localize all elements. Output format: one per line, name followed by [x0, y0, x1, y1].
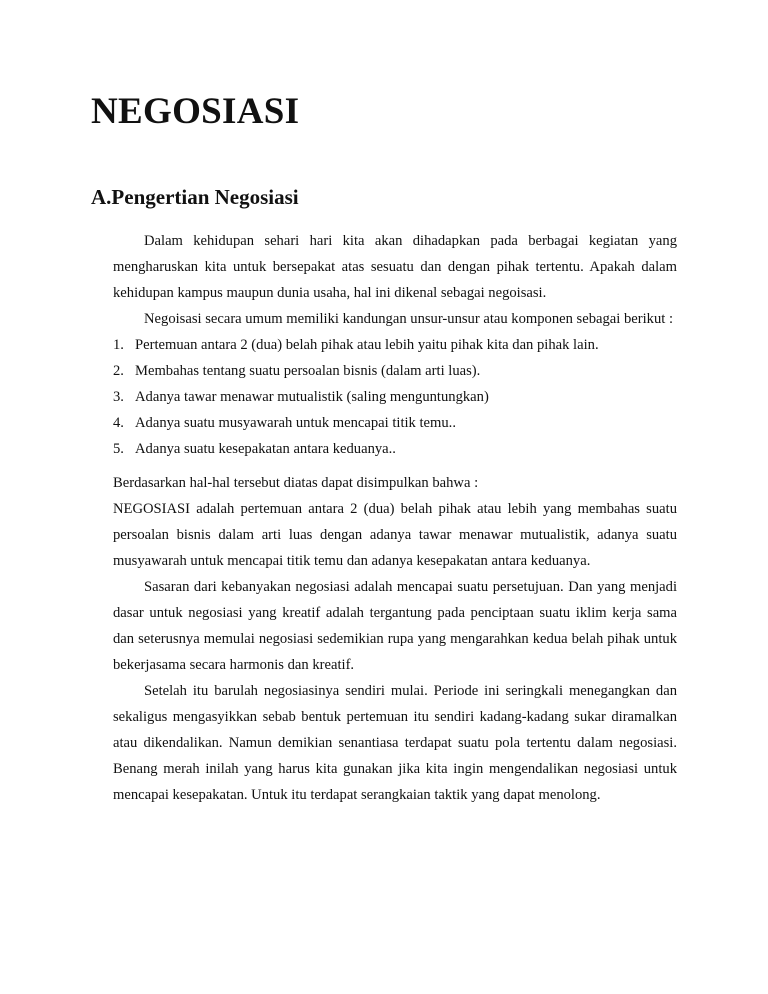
- list-item: [113, 332, 677, 358]
- section-heading: A.Pengertian Negosiasi: [91, 185, 299, 209]
- list-item-number: 2.: [113, 363, 124, 379]
- list-item-text: Adanya suatu musyawarah untuk mencapai titik temu..: [135, 415, 456, 431]
- list-item: [113, 384, 677, 410]
- conclusion-intro: Berdasarkan hal-hal tersebut diatas dapat disimpulkan bahwa :: [113, 475, 479, 491]
- list-item: [113, 436, 677, 462]
- document-body: [113, 228, 677, 808]
- list-item: [113, 358, 677, 384]
- paragraph-intro: Dalam kehidupan sehari hari kita akan dihadapkan pada berbagai kegiatan yang mengharuskan kita untuk bersepakat atas sesuatu dan dengan pihak tertentu. Apakah dalam kehidupan kampus maupun dunia usaha, hal ini dikenal sebagai negoisasi.: [113, 233, 677, 301]
- list-item-number: 1.: [113, 337, 124, 353]
- list-item-text: Pertemuan antara 2 (dua) belah pihak atau lebih yaitu pihak kita dan pihak lain.: [135, 337, 599, 353]
- paragraph-components: Negoisasi secara umum memiliki kandungan unsur-unsur atau komponen sebagai berikut :: [144, 311, 674, 327]
- page-title: NEGOSIASI: [91, 91, 300, 132]
- list-item-number: 4.: [113, 415, 124, 431]
- component-list: [113, 332, 677, 462]
- list-item: [113, 410, 677, 436]
- definition-paragraph: NEGOSIASI adalah pertemuan antara 2 (dua) belah pihak atau lebih yang membahas suatu persoalan bisnis dalam arti luas dengan adanya tawar menawar mutualistik, adanya suatu musyawarah untuk mencapai titik temu dan adanya kesepakatan antara keduanya.: [113, 501, 677, 569]
- paragraph-process: Setelah itu barulah negosiasinya sendiri mulai. Periode ini seringkali menegangkan dan sekaligus mengasyikkan sebab bentuk pertemuan itu sendiri kadang-kadang sukar diramalkan atau dikendalikan. Namun demikian senantiasa terdapat suatu pola tertentu dalam negosiasi. Benang merah inilah yang harus kita gunakan jika kita ingin mengendalikan negosiasi untuk mencapai kesepakatan. Untuk itu terdapat serangkaian taktik yang dapat menolong.: [113, 683, 677, 803]
- paragraph-goals: Sasaran dari kebanyakan negosiasi adalah mencapai suatu persetujuan. Dan yang menjadi dasar untuk negosiasi yang kreatif adalah tergantung pada penciptaan suatu iklim kerja sama dan seterusnya memulai negosiasi sedemikian rupa yang mengarahkan kedua belah pihak untuk bekerjasama secara harmonis dan kreatif.: [113, 579, 677, 673]
- list-item-text: Membahas tentang suatu persoalan bisnis (dalam arti luas).: [135, 363, 481, 379]
- list-item-text: Adanya tawar menawar mutualistik (saling menguntungkan): [135, 389, 489, 405]
- list-item-number: 5.: [113, 441, 124, 457]
- list-item-text: Adanya suatu kesepakatan antara keduanya..: [135, 441, 396, 457]
- list-item-number: 3.: [113, 389, 124, 405]
